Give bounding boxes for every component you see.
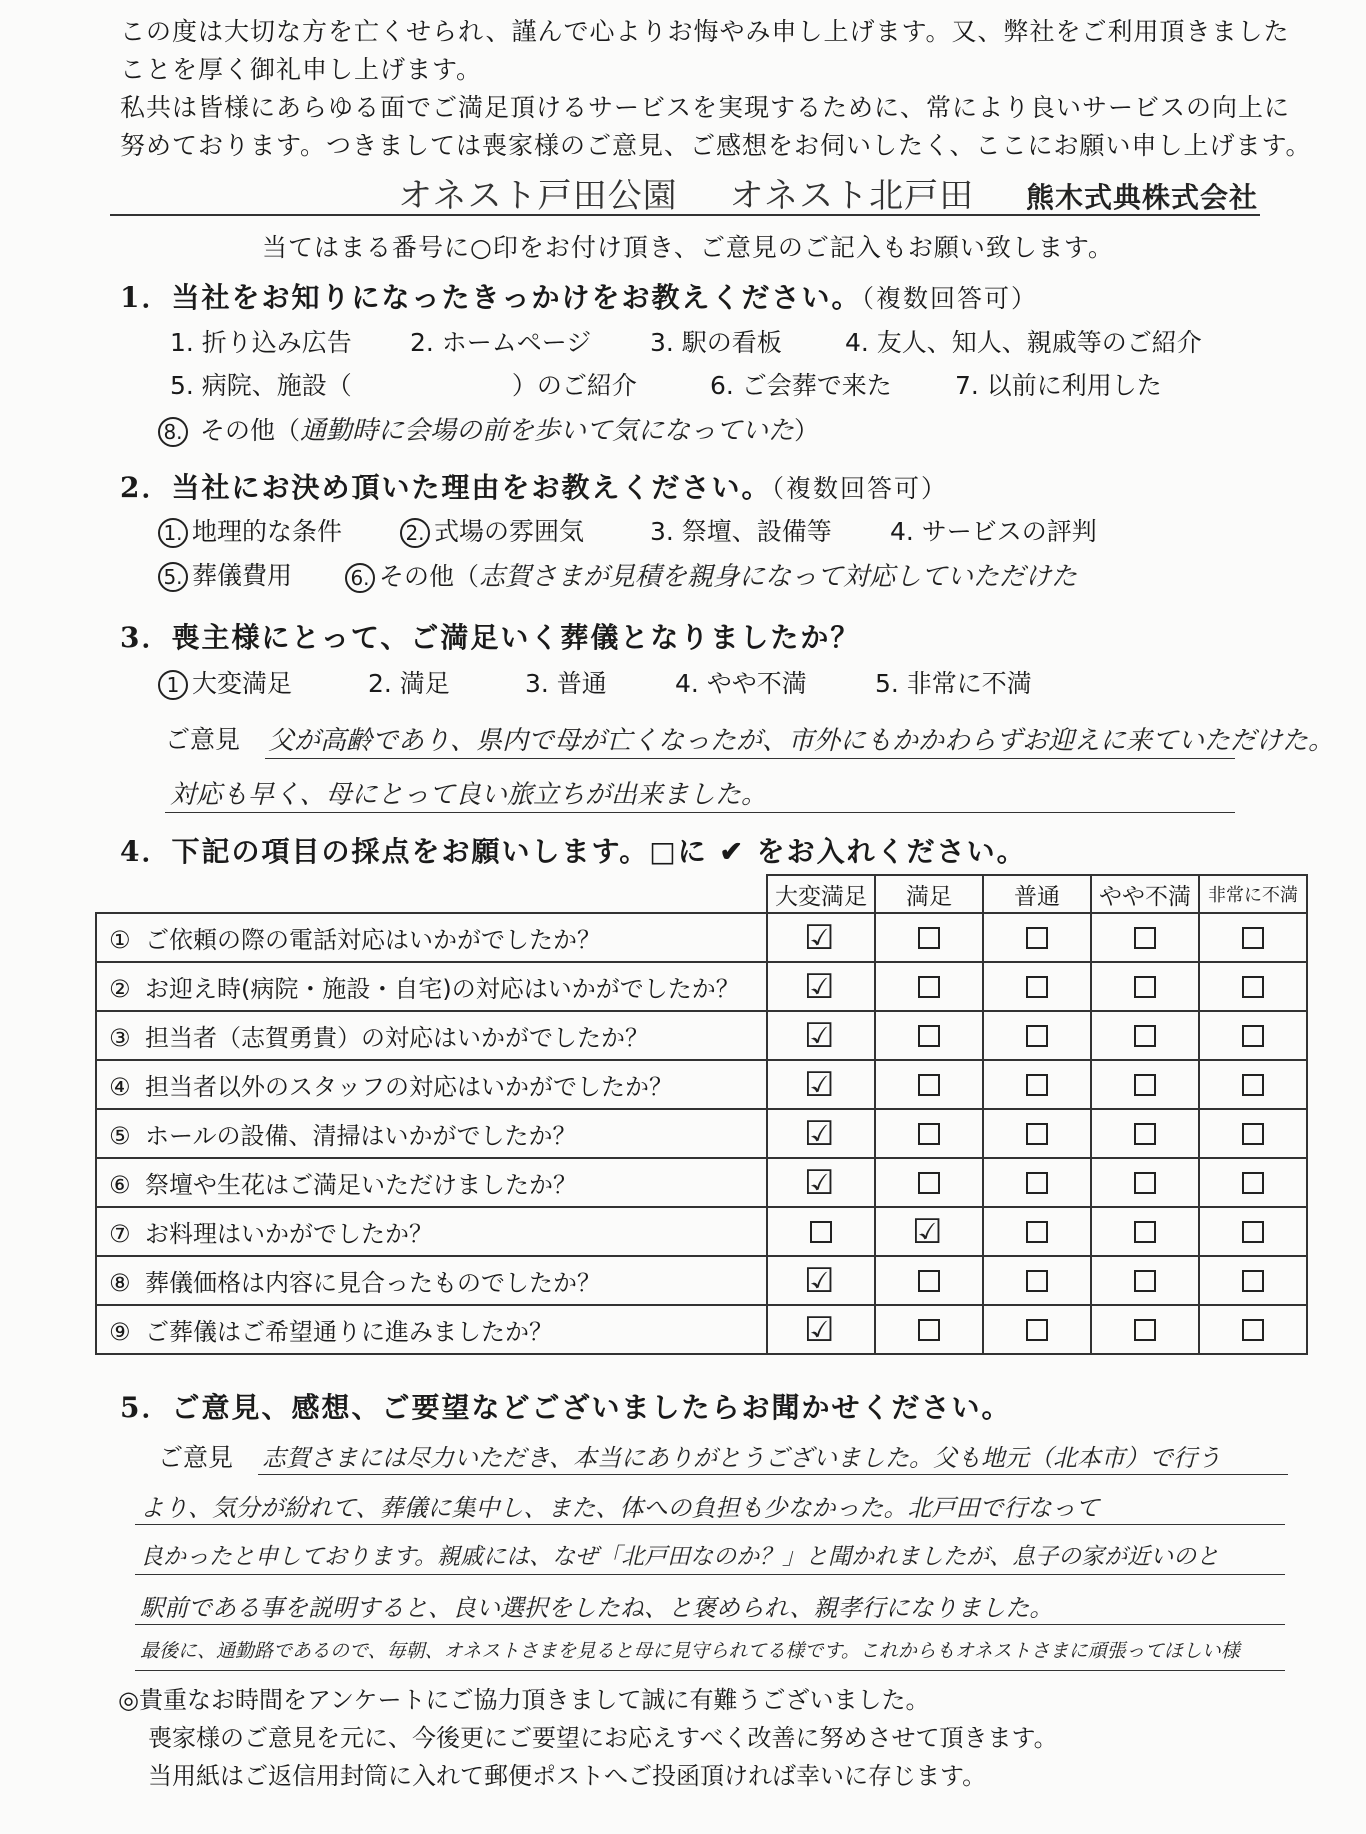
- q5-comment-line-4[interactable]: 駅前である事を説明すると、良い選択をしたね、と褒められ、親孝行になりました。: [140, 1594, 1054, 1622]
- q5-comment-line-1[interactable]: 志賀さまには尽力いただき、本当にありがとうございました。父も地元（北本市）で行う: [262, 1444, 1222, 1472]
- rating-cell[interactable]: [875, 1158, 983, 1207]
- rating-question: [96, 1207, 767, 1256]
- q2-opt-1[interactable]: [158, 512, 342, 548]
- rating-checkbox[interactable]: [918, 1074, 940, 1096]
- rating-question-number: ①: [109, 926, 131, 954]
- rating-checkbox[interactable]: [1026, 976, 1048, 998]
- rating-cell[interactable]: [1091, 1158, 1199, 1207]
- table-row: [96, 962, 1307, 1011]
- instructions: 当てはまる番号に○印をお付け頂き、ご意見のご記入もお願い致します。: [262, 233, 1114, 262]
- q2-opt-1-circled: 1.: [158, 518, 188, 548]
- rating-cell[interactable]: [1199, 962, 1307, 1011]
- rating-question: [96, 962, 767, 1011]
- q3-opt-3[interactable]: 3. 普通: [525, 669, 607, 698]
- q2-opt-2[interactable]: [400, 512, 584, 548]
- rating-question: [96, 1109, 767, 1158]
- rating-question: [96, 1060, 767, 1109]
- check-mark-icon: ☑: [804, 918, 835, 958]
- rating-question-number: ②: [109, 975, 131, 1003]
- rating-question-text: 担当者以外のスタッフの対応はいかがでしたか？: [145, 1073, 673, 1101]
- rating-question-text: ご葬儀はご希望通りに進みましたか？: [145, 1318, 553, 1346]
- q1-opt-5-label: 5. 病院、施設（: [170, 371, 352, 400]
- q3-opt-4[interactable]: 4. やや不満: [675, 669, 807, 698]
- rating-checkbox[interactable]: [1134, 1025, 1156, 1047]
- rating-cell[interactable]: [875, 1256, 983, 1305]
- q2-opt-1-label: 地理的な条件: [192, 517, 343, 546]
- rating-cell[interactable]: [1091, 1256, 1199, 1305]
- q4-title: 4．下記の項目の採点をお願いします。□に ✔ をお入れください。: [120, 835, 1027, 868]
- rating-question-number: ⑥: [109, 1171, 131, 1199]
- q5-comment-line-5[interactable]: 最後に、通勤路であるので、毎朝、オネストさまを見ると母に見守られてる様です。これからもオネストさまに頑張ってほしい様: [140, 1640, 1240, 1662]
- rating-header-row: [96, 875, 1307, 913]
- q5-comment-line-3[interactable]: 良かったと申しております。親戚には、なぜ「北戸田なのか？」と聞かれましたが、息子の家が近いのと: [140, 1544, 1220, 1570]
- rating-checkbox[interactable]: [1242, 1123, 1264, 1145]
- rating-cell[interactable]: [875, 1011, 983, 1060]
- q2-opt-2-label: 式場の雰囲気: [434, 517, 585, 546]
- rating-cell[interactable]: [983, 962, 1091, 1011]
- rating-cell[interactable]: [1199, 1011, 1307, 1060]
- rating-cell[interactable]: [875, 1207, 983, 1256]
- q3-comment-label: ご意見: [165, 725, 241, 754]
- check-mark-icon: ☑: [804, 1065, 835, 1105]
- table-row: [96, 1256, 1307, 1305]
- q5-comment-label: ご意見: [158, 1443, 234, 1472]
- rating-cell[interactable]: [1199, 1207, 1307, 1256]
- rating-checkbox[interactable]: [1026, 1172, 1048, 1194]
- brand-line: [398, 168, 1258, 217]
- rating-checkbox[interactable]: [810, 1221, 832, 1243]
- rating-cell[interactable]: [983, 1060, 1091, 1109]
- rating-cell[interactable]: [767, 1060, 875, 1109]
- rating-checkbox[interactable]: [1242, 1172, 1264, 1194]
- rating-cell[interactable]: [767, 962, 875, 1011]
- q1-opt-3[interactable]: 3. 駅の看板: [650, 328, 782, 357]
- q1-opt-5[interactable]: [170, 366, 637, 402]
- q3-opt-1-label: 大変満足: [192, 669, 293, 698]
- check-mark-icon: ☑: [804, 967, 835, 1007]
- intro-line-4: 努めております。つきましては喪家様のご意見、ご感想をお伺いしたく、ここにお願い申し上げます。: [120, 131, 1312, 160]
- rating-question: [96, 1158, 767, 1207]
- q5-rule-2: [135, 1524, 1285, 1525]
- rating-question: [96, 1011, 767, 1060]
- rating-cell[interactable]: [767, 1109, 875, 1158]
- check-mark-icon: ☑: [804, 1261, 835, 1301]
- q3-comment-rule-2: [165, 812, 1235, 813]
- table-row: [96, 1011, 1307, 1060]
- rating-question-text: 祭壇や生花はご満足いただけましたか？: [145, 1171, 577, 1199]
- brand-kita-toda: オネスト北戸田: [729, 176, 975, 216]
- rating-checkbox[interactable]: [1242, 1270, 1264, 1292]
- rating-question-text: ホールの設備、清掃はいかがでしたか？: [145, 1122, 577, 1150]
- q1-opt-8[interactable]: [158, 410, 819, 447]
- rating-checkbox[interactable]: [1242, 1074, 1264, 1096]
- rating-cell[interactable]: [983, 1109, 1091, 1158]
- rating-cell[interactable]: [875, 962, 983, 1011]
- rating-cell[interactable]: [1199, 1256, 1307, 1305]
- rating-checkbox[interactable]: [918, 1025, 940, 1047]
- q2-note: （複数回答可）: [771, 474, 949, 503]
- rating-checkbox[interactable]: [1026, 1319, 1048, 1341]
- rating-checkbox[interactable]: [1134, 1270, 1156, 1292]
- check-mark-icon: ☑: [912, 1212, 943, 1252]
- q3-comment-line-2[interactable]: 対応も早く、母にとって良い旅立ちが出来ました。: [170, 780, 767, 810]
- q1-opt-8-handwritten: 通勤時に会場の前を歩いて気になっていた: [299, 416, 794, 446]
- q5-rule-1: [258, 1474, 1288, 1475]
- q2-opt-2-circled: 2.: [400, 518, 430, 548]
- q1-opt-8-close: ）: [793, 416, 819, 445]
- table-row: [96, 1207, 1307, 1256]
- q2-title: [120, 466, 948, 506]
- rating-checkbox[interactable]: [1026, 1221, 1048, 1243]
- q1-note: （複数回答可）: [861, 284, 1039, 313]
- rating-checkbox[interactable]: [918, 1172, 940, 1194]
- rating-checkbox[interactable]: [1134, 1074, 1156, 1096]
- rating-cell[interactable]: [983, 1256, 1091, 1305]
- check-mark-icon: ☑: [804, 1163, 835, 1203]
- q3-comment-rule-1: [265, 758, 1235, 759]
- brand-toda-koen: オネスト戸田公園: [398, 176, 678, 216]
- rating-cell[interactable]: [1091, 1011, 1199, 1060]
- rating-checkbox[interactable]: [918, 976, 940, 998]
- rating-cell[interactable]: [1199, 1158, 1307, 1207]
- q3-opt-2[interactable]: 2. 満足: [368, 669, 450, 698]
- rating-cell[interactable]: [767, 1305, 875, 1354]
- rating-cell[interactable]: [875, 913, 983, 962]
- rating-cell[interactable]: [1199, 913, 1307, 962]
- rating-cell[interactable]: [983, 1305, 1091, 1354]
- q2-title-text: 2．当社にお決め頂いた理由をお教えください。: [120, 471, 772, 504]
- q1-opt-7[interactable]: 7. 以前に利用した: [955, 371, 1162, 400]
- rating-question-number: ⑤: [109, 1122, 131, 1150]
- rating-cell[interactable]: [1091, 913, 1199, 962]
- rating-checkbox[interactable]: [1242, 1319, 1264, 1341]
- rating-cell[interactable]: [767, 913, 875, 962]
- rating-cell[interactable]: [1091, 1060, 1199, 1109]
- rating-question: [96, 1305, 767, 1354]
- rating-checkbox[interactable]: [1134, 1221, 1156, 1243]
- intro-line-2: ことを厚く御礼申し上げます。: [120, 55, 483, 84]
- footer-line-3: 当用紙はご返信用封筒に入れて郵便ポストへご投函頂ければ幸いに存じます。: [148, 1762, 987, 1790]
- rating-cell[interactable]: [767, 1011, 875, 1060]
- rating-checkbox[interactable]: [1134, 1172, 1156, 1194]
- q2-opt-6-handwritten: 志賀さまが見積を親身になって対応していただけた: [479, 562, 1078, 592]
- rating-question-number: ⑨: [109, 1318, 131, 1346]
- rating-cell[interactable]: [767, 1207, 875, 1256]
- check-mark-icon: ☑: [804, 1114, 835, 1154]
- rating-checkbox[interactable]: [1242, 1025, 1264, 1047]
- q3-opt-5[interactable]: 5. 非常に不満: [875, 669, 1032, 698]
- q2-opt-5-label: 葬儀費用: [192, 561, 293, 590]
- rating-checkbox[interactable]: [1242, 976, 1264, 998]
- q1-opt-2[interactable]: 2. ホームページ: [410, 328, 592, 357]
- footer-line-2: 喪家様のご意見を元に、今後更にご要望にお応えすべく改善に努めさせて頂きます。: [148, 1724, 1058, 1752]
- q3-comment-line-1[interactable]: 父が高齢であり、県内で母が亡くなったが、市外にもかかわらずお迎えに来ていただけた。: [268, 726, 1335, 756]
- rating-cell[interactable]: [1199, 1305, 1307, 1354]
- check-mark-icon: ☑: [804, 1310, 835, 1350]
- q5-rule-4: [135, 1624, 1285, 1625]
- rating-checkbox[interactable]: [1242, 1221, 1264, 1243]
- table-row: [96, 1305, 1307, 1354]
- rating-question: [96, 913, 767, 962]
- q2-opt-4[interactable]: 4. サービスの評判: [890, 517, 1097, 546]
- rating-cell[interactable]: [1199, 1109, 1307, 1158]
- q1-opt-1[interactable]: 1. 折り込み広告: [170, 328, 352, 357]
- rating-checkbox[interactable]: [1026, 927, 1048, 949]
- table-row: [96, 1060, 1307, 1109]
- rating-cell[interactable]: [1091, 1207, 1199, 1256]
- rating-question-number: ⑧: [109, 1269, 131, 1297]
- col-neutral: 普通: [983, 875, 1091, 913]
- rating-checkbox[interactable]: [918, 927, 940, 949]
- rating-question: [96, 1256, 767, 1305]
- rating-question-text: ご依頼の際の電話対応はいかがでしたか？: [145, 926, 601, 954]
- rating-table: [95, 874, 1308, 1355]
- rating-checkbox[interactable]: [1026, 1123, 1048, 1145]
- col-very-dissatisfied: 非常に不満: [1199, 875, 1307, 913]
- q5-rule-5: [135, 1670, 1285, 1671]
- q1-opt-6[interactable]: 6. ご会葬で来た: [710, 371, 892, 400]
- rating-cell[interactable]: [875, 1109, 983, 1158]
- rating-question-text: 担当者（志賀勇貴）の対応はいかがでしたか？: [145, 1024, 649, 1052]
- rating-checkbox[interactable]: [1026, 1025, 1048, 1047]
- rating-checkbox[interactable]: [918, 1123, 940, 1145]
- rating-checkbox[interactable]: [1134, 1319, 1156, 1341]
- rating-cell[interactable]: [1199, 1060, 1307, 1109]
- q5-title: 5．ご意見、感想、ご要望などございましたらお聞かせください。: [120, 1391, 1012, 1424]
- q1-opt-8-circled: 8.: [158, 417, 188, 447]
- rating-checkbox[interactable]: [1134, 1123, 1156, 1145]
- q2-opt-6-label: その他（: [379, 562, 480, 591]
- intro-line-1: この度は大切な方を亡くせられ、謹んで心よりお悔やみ申し上げます。又、弊社をご利用頂きました: [120, 17, 1290, 46]
- q2-opt-6[interactable]: [345, 556, 1077, 593]
- q2-opt-5-circled: 5.: [158, 562, 188, 592]
- q1-title: [120, 276, 1038, 316]
- rating-checkbox[interactable]: [918, 1270, 940, 1292]
- rating-header-blank: [96, 875, 767, 913]
- rating-checkbox[interactable]: [1242, 927, 1264, 949]
- rating-cell[interactable]: [767, 1158, 875, 1207]
- rating-cell[interactable]: [983, 1011, 1091, 1060]
- rating-checkbox[interactable]: [918, 1319, 940, 1341]
- rating-cell[interactable]: [983, 1207, 1091, 1256]
- rating-cell[interactable]: [1091, 1305, 1199, 1354]
- col-satisfied: 満足: [875, 875, 983, 913]
- rating-cell[interactable]: [983, 1158, 1091, 1207]
- table-row: [96, 1158, 1307, 1207]
- rating-cell[interactable]: [1091, 962, 1199, 1011]
- rating-cell[interactable]: [875, 1305, 983, 1354]
- header-divider: [110, 214, 1260, 216]
- rating-cell[interactable]: [983, 913, 1091, 962]
- rating-question-number: ④: [109, 1073, 131, 1101]
- rating-question-number: ⑦: [109, 1220, 131, 1248]
- q5-rule-3: [135, 1574, 1285, 1575]
- q3-title: 3．喪主様にとって、ご満足いく葬儀となりましたか？: [120, 621, 861, 654]
- q3-opt-1-circled: 1: [158, 670, 188, 700]
- q1-title-text: 1．当社をお知りになったきっかけをお教えください。: [120, 281, 862, 314]
- rating-checkbox[interactable]: [1026, 1270, 1048, 1292]
- q1-opt-4[interactable]: 4. 友人、知人、親戚等のご紹介: [845, 328, 1202, 357]
- table-row: [96, 913, 1307, 962]
- rating-checkbox[interactable]: [1134, 927, 1156, 949]
- check-mark-icon: ☑: [804, 1016, 835, 1056]
- q2-opt-5[interactable]: [158, 556, 292, 592]
- rating-cell[interactable]: [1091, 1109, 1199, 1158]
- footer-line-1: ◎貴重なお時間をアンケートにご協力頂きまして誠に有難うございました。: [118, 1686, 930, 1714]
- q3-opt-1[interactable]: [158, 664, 292, 700]
- q2-opt-6-circled: 6.: [345, 563, 375, 593]
- company-name: 熊木式典株式会社: [1025, 181, 1258, 214]
- col-very-satisfied: 大変満足: [767, 875, 875, 913]
- col-somewhat-dissatisfied: やや不満: [1091, 875, 1199, 913]
- rating-checkbox[interactable]: [1134, 976, 1156, 998]
- q2-opt-3[interactable]: 3. 祭壇、設備等: [650, 517, 832, 546]
- rating-question-text: お迎え時(病院・施設・自宅)の対応はいかがでしたか？: [145, 975, 740, 1003]
- intro-line-3: 私共は皆様にあらゆる面でご満足頂けるサービスを実現するために、常により良いサービスの向上に: [120, 93, 1291, 122]
- q1-opt-8-label: その他（: [199, 416, 300, 445]
- rating-cell[interactable]: [767, 1256, 875, 1305]
- rating-cell[interactable]: [875, 1060, 983, 1109]
- rating-question-number: ③: [109, 1024, 131, 1052]
- rating-question-text: 葬儀価格は内容に見合ったものでしたか？: [145, 1269, 601, 1297]
- rating-checkbox[interactable]: [1026, 1074, 1048, 1096]
- table-row: [96, 1109, 1307, 1158]
- rating-question-text: お料理はいかがでしたか？: [145, 1220, 433, 1248]
- q5-comment-line-2[interactable]: より、気分が紛れて、葬儀に集中し、また、体への負担も少なかった。北戸田で行なって: [140, 1494, 1100, 1522]
- q1-opt-5-suffix: ）のご紹介: [511, 371, 637, 400]
